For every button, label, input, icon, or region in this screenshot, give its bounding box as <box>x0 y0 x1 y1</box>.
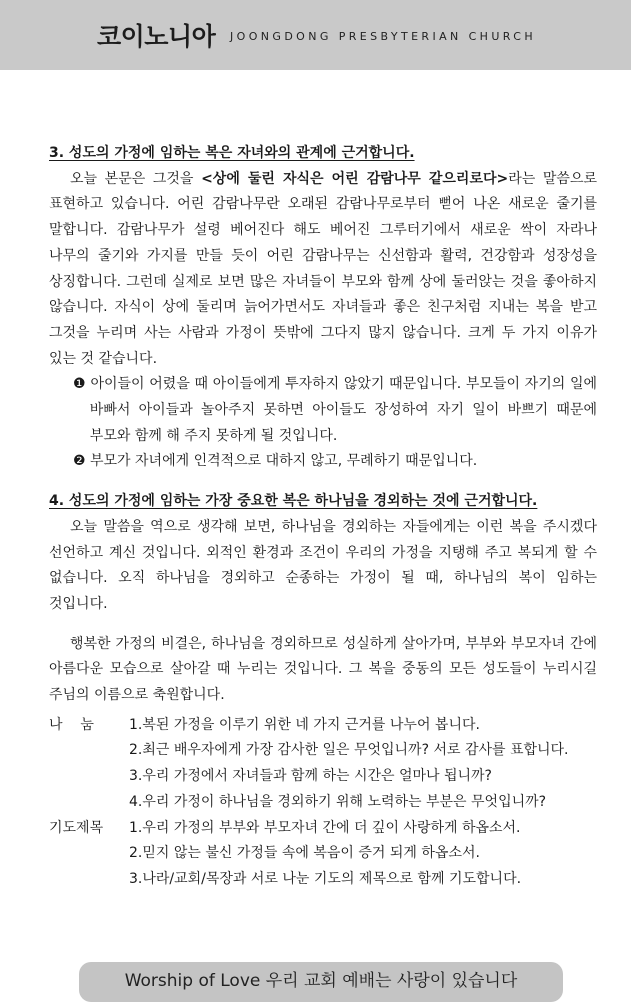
section-4-heading: 4. 성도의 가정에 임하는 가장 중요한 복은 하나님을 경외하는 것에 근거합니다. <box>49 493 538 510</box>
footer-banner <box>79 962 563 1002</box>
section-3-reason-2: ❷ 부모가 자녀에게 인격적으로 대하지 않고, 무례하기 때문입니다. <box>73 453 478 470</box>
sharing-label: 나 눔 <box>49 716 94 733</box>
sharing-block <box>49 713 597 816</box>
prayer-label: 기도제목 <box>49 819 104 836</box>
footer-slogan: Worship of Love 우리 교회 예배는 사랑이 있습니다 <box>124 971 518 991</box>
section-3-text-pre: 오늘 본문은 그것을 <box>70 170 202 187</box>
prayer-list <box>129 816 597 893</box>
spacer <box>49 618 597 632</box>
section-3-reason-1: ❶ 아이들이 어렸을 때 아이들에게 투자하지 않았기 때문입니다. 부모들이 자기의 일에 바빠서 아이들과 놀아주지 못하면 아이들도 장성하여 자기 일이 바쁘기 때문에 부모와 함께 해 주지 못하게 될 것입니다. <box>73 376 597 444</box>
sharing-list <box>129 713 597 816</box>
brand-title: 코이노니아 <box>97 22 216 51</box>
church-name: JOONGDONG PRESBYTERIAN CHURCH <box>230 30 537 43</box>
section-3-heading: 3. 성도의 가정에 임하는 복은 자녀와의 관계에 근거합니다. <box>49 145 415 161</box>
sharing-item: 2.최근 배우자에게 가장 감사한 일은 무엇입니까? 서로 감사를 표합니다. <box>129 742 569 759</box>
spacer <box>49 475 597 489</box>
header-bar <box>0 0 631 70</box>
sharing-item: 1.복된 가정을 이루기 위한 네 가지 근거를 나누어 봅니다. <box>129 716 480 733</box>
section-3-text-post: 라는 말씀으로 표현하고 있습니다. 어린 감람나무란 오래된 감람나무로부터 뻗어 나온 새로운 줄기를 말합니다. 감람나무가 설령 베어진다 해도 베어진 그루터기에서 새로운 싹이 자라나 나무의 줄기와 가지를 만들 듯이 어린 감람나무는 신선함과 활력, 건강함과 성장성을 상징합니다. 그런데 실제로 보면 많은 자녀들이 부모와 함께 상에 둘러앉는 것을 좋아하지 않습니다. 자식이 상에 둘리며 늙어가면서도 자녀들과 좋은 친구처럼 지내는 복을 받고 그것을 누리며 사는 사람과 가정이 뜻밖에 그다지 많지 않습니다. 크게 두 가지 이유가 있는 것 같습니다. <box>49 170 597 367</box>
prayer-block <box>49 816 597 893</box>
section-4-paragraph-2: 행복한 가정의 비결은, 하나님을 경외하므로 성실하게 살아가며, 부부와 부모자녀 간에 아름다운 모습으로 살아갈 때 누리는 것입니다. 그 복을 중동의 모든 성도들이 누리시길 주님의 이름으로 축원합니다. <box>49 635 597 704</box>
sharing-item: 3.우리 가정에서 자녀들과 함께 하는 시간은 얼마나 됩니까? <box>129 768 492 785</box>
sharing-item: 4.우리 가정이 하나님을 경외하기 위해 노력하는 부분은 무엇입니까? <box>129 793 547 810</box>
section-3-scripture-quote: <상에 둘린 자식은 어린 감람나무 같으리로다> <box>201 170 509 187</box>
prayer-item: 3.나라/교회/목장과 서로 나눈 기도의 제목으로 함께 기도합니다. <box>129 870 522 887</box>
section-4-paragraph-1: 오늘 말씀을 역으로 생각해 보면, 하나님을 경외하는 자들에게는 이런 복을 주시겠다 선언하고 계신 것입니다. 외적인 환경과 조건이 우리의 가정을 지탱해 주고 복되게 할 수 없습니다. 오직 하나님을 경외하고 순종하는 가정이 될 때, 하나님의 복이 임하는 것입니다. <box>49 518 597 612</box>
prayer-item: 1.우리 가정의 부부와 부모자녀 간에 더 깊이 사랑하게 하옵소서. <box>129 819 521 836</box>
article-body <box>49 141 597 893</box>
prayer-item: 2.믿지 않는 불신 가정들 속에 복음이 증거 되게 하옵소서. <box>129 845 480 862</box>
section-3-paragraph <box>49 167 597 373</box>
